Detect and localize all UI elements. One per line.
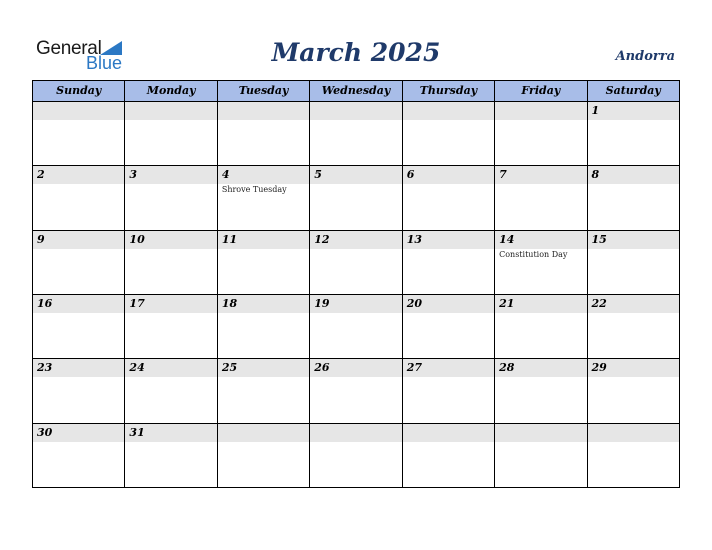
weekday-header: Thursday [403,81,495,101]
calendar-day-cell [495,424,587,487]
day-number: 30 [37,425,53,439]
calendar-day-cell [125,359,217,422]
day-number: 21 [499,296,515,310]
calendar-day-cell [310,166,402,229]
calendar-week-row [33,295,679,359]
day-number-band [33,102,124,120]
calendar-week-row [33,424,679,487]
day-number: 1 [591,104,600,117]
calendar-day-cell [218,231,310,294]
day-number: 20 [406,296,422,310]
day-number: 13 [406,232,422,246]
calendar-day-cell [495,166,587,229]
weekday-header: Monday [125,81,217,101]
calendar-day-cell [495,231,587,294]
day-number-band [403,424,494,442]
holiday-label: Shrove Tuesday [221,185,287,195]
weekday-header: Friday [495,81,587,101]
day-number-band [495,166,586,184]
day-number: 10 [129,232,145,246]
day-number: 3 [129,168,138,182]
day-number: 17 [129,296,145,310]
calendar-day-cell [403,359,495,422]
calendar-day-cell [125,102,217,165]
calendar-day-cell [33,166,125,229]
day-number-band [588,166,679,184]
calendar-week-row [33,166,679,230]
day-number-band [33,231,124,249]
day-number: 12 [314,232,330,246]
day-number: 29 [591,361,607,375]
calendar-day-cell [403,166,495,229]
day-number: 4 [221,168,230,182]
calendar-day-cell [125,295,217,358]
calendar-day-cell [33,424,125,487]
weekday-header: Sunday [33,81,125,101]
calendar-day-cell [125,166,217,229]
day-number-band [495,102,586,120]
day-number-band [33,166,124,184]
calendar-day-cell [33,295,125,358]
day-number-band [125,166,216,184]
calendar-day-cell [495,102,587,165]
calendar-week-row [33,359,679,423]
day-number: 15 [591,232,607,246]
calendar-day-cell [218,359,310,422]
day-number: 16 [37,296,53,310]
calendar-day-cell [495,295,587,358]
calendar-day-cell [310,359,402,422]
day-number: 22 [591,296,607,310]
day-number-band [495,424,586,442]
calendar-day-cell [588,102,679,165]
day-number: 18 [221,296,238,310]
weekday-header-row [33,81,679,102]
weekday-header: Saturday [605,84,661,97]
calendar-day-cell [588,295,679,358]
logo-text-blue: Blue [86,53,123,73]
day-number: 26 [314,361,330,375]
calendar-week-row [33,231,679,295]
day-number: 11 [221,232,238,246]
calendar-day-cell [588,231,679,294]
calendar-day-cell [125,424,217,487]
holiday-label: Constitution Day [499,249,568,259]
day-number: 24 [129,361,145,375]
calendar-day-cell [588,359,679,422]
day-number: 19 [314,296,330,310]
calendar-day-cell [588,166,679,229]
day-number-band [218,102,309,120]
day-number-band [403,166,494,184]
calendar-day-cell [495,359,587,422]
day-number: 27 [406,361,422,375]
calendar-day-cell [310,231,402,294]
calendar-day-cell [403,231,495,294]
day-number: 2 [37,168,45,182]
country-label: Andorra [615,49,675,64]
day-number-band [403,102,494,120]
day-number-band [218,166,309,184]
day-number: 6 [406,168,415,182]
day-number-band [218,424,309,442]
day-number-band [310,166,401,184]
calendar-day-cell [310,424,402,487]
day-number: 8 [591,168,600,182]
calendar-day-cell [310,102,402,165]
calendar-day-cell [125,231,217,294]
day-number: 28 [499,361,515,375]
calendar-day-cell [310,295,402,358]
day-number: 25 [221,361,238,375]
day-number-band [310,424,401,442]
logo-text-general: General [36,38,102,59]
calendar-day-cell [403,102,495,165]
day-number: 14 [499,232,515,246]
calendar-day-cell [33,102,125,165]
day-number-band [310,102,401,120]
calendar-weeks [33,102,679,487]
calendar-day-cell [33,359,125,422]
calendar-grid [32,80,680,488]
day-number-band [125,102,216,120]
calendar-day-cell [33,231,125,294]
calendar-day-cell [403,424,495,487]
day-number: 31 [129,425,145,439]
calendar-day-cell [218,424,310,487]
day-number: 23 [37,361,53,375]
calendar-day-cell [588,424,679,487]
day-number: 7 [499,168,507,182]
weekday-header: Tuesday [218,81,310,101]
calendar-day-cell [403,295,495,358]
calendar-day-cell [218,166,310,229]
calendar-day-cell [218,295,310,358]
calendar-title: March 2025 [271,38,441,67]
day-number-band [588,102,679,120]
weekday-header: Wednesday [310,81,402,101]
day-number: 9 [37,232,45,246]
calendar-day-cell [218,102,310,165]
calendar-week-row [33,102,679,166]
day-number-band [588,424,679,442]
day-number: 5 [314,168,322,182]
